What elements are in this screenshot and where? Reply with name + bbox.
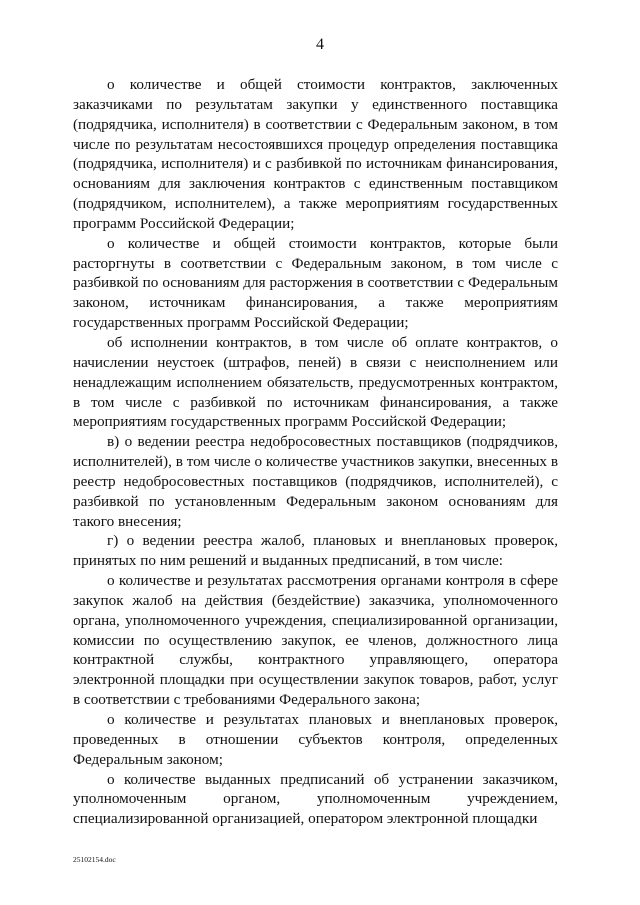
paragraph-contract-execution: об исполнении контрактов, в том числе об оплате контрактов, о начислении неустоек (штрафов, пеней) в связи с неисполнением или ненадлежащим исполнением обязательств, предусмотренных контрактом, в том числе с разбивкой по источникам финансирования, а также мероприятиям государственных программ Российской Федерации; <box>73 333 558 431</box>
paragraph-complaints-review: о количестве и результатах рассмотрения органами контроля в сфере закупок жалоб на действия (бездействие) заказчика, уполномоченного органа, уполномоченного учреждения, специализированной организации, комиссии по осуществлению закупок, ее членов, должностного лица контрактной службы, контрактного управляющего, оператора электронной площадки при осуществлении закупок товаров, работ, услуг в соответствии с требованиями Федерального закона; <box>73 572 558 709</box>
paragraph-contracts-single-supplier: о количестве и общей стоимости контрактов, заключенных заказчиками по результатам закупки у единственного поставщика (подрядчика, исполнителя) в соответствии с Федеральным законом, в том числе по результатам несостоявшихся процедур определения поставщика (подрядчика, исполнителя) и с разбивкой по источникам финансирования, основаниям для заключения контрактов с единственным поставщиком (подрядчиком, исполнителем), а также мероприятиям государственных программ Российской Федерации; <box>73 76 558 232</box>
page-number: 4 <box>316 36 324 53</box>
paragraph-prescriptions: о количестве выданных предписаний об устранении заказчиком, уполномоченным органом, уполномоченным учреждением, специализированной организацией, оператором электронной площадки <box>73 770 558 828</box>
paragraph-inspections: о количестве и результатах плановых и внеплановых проверок, проведенных в отношении субъектов контроля, определенных Федеральным законом; <box>73 711 558 768</box>
paragraph-contracts-terminated: о количестве и общей стоимости контрактов, которые были расторгнуты в соответствии с Федеральным законом, в том числе с разбивкой по основаниям для расторжения в соответствии с Федеральным законом, источникам финансирования, а также мероприятиям государственных программ Российской Федерации; <box>73 234 558 332</box>
paragraph-item-v-unfair-suppliers-registry: в) о ведении реестра недобросовестных поставщиков (подрядчиков, исполнителей), в том числе о количестве участников закупки, внесенных в реестр недобросовестных поставщиков (подрядчиков, исполнителей), с разбивкой по установленным Федеральным законом основаниям для такого внесения; <box>73 433 558 530</box>
document-body <box>73 75 558 829</box>
paragraph-item-g-complaints-registry: г) о ведении реестра жалоб, плановых и внеплановых проверок, принятых по ним решений и выданных предписаний, в том числе: <box>73 532 558 570</box>
document-code: 25102154.doc <box>73 855 116 864</box>
